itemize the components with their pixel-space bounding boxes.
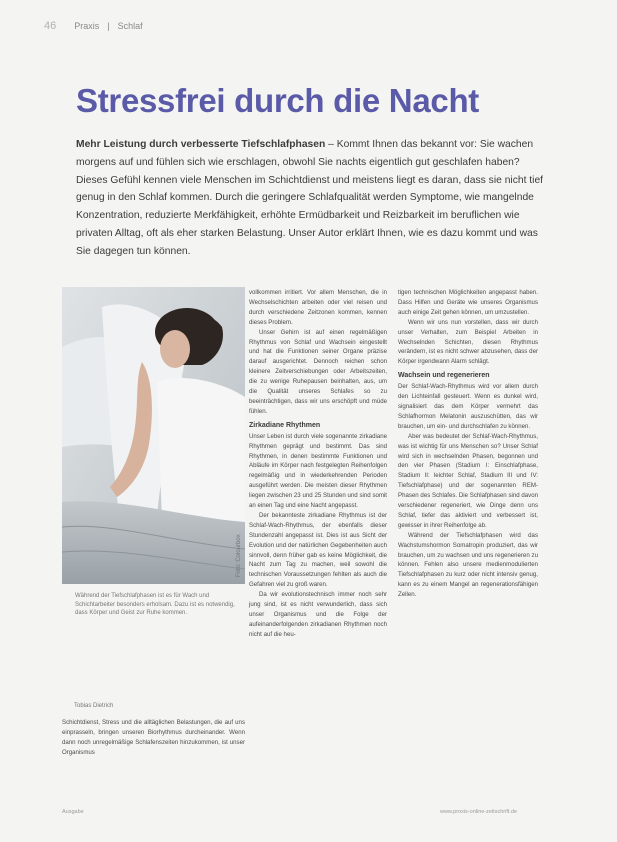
- column-1: [62, 702, 245, 758]
- col1-paragraph-1: Schichtdienst, Stress und die alltäglichen Belastungen, die auf uns einprasseln, bringen unseren Biorhythmus durcheinander. Wenn dann noch unregelmäßige Schlafenszeiten hinzukommen, ist unser Organismus: [62, 718, 245, 756]
- col2-subheading: Zirkadiane Rhythmen: [249, 421, 321, 429]
- section-label: Praxis: [74, 21, 100, 31]
- header-separator: |: [107, 21, 110, 31]
- page-number: 46: [44, 20, 57, 32]
- col2-paragraph-1: vollkommen irritiert. Vor allem Menschen, die in Wechselschichten arbeiten oder viel reisen und durch verschiedene Zeitzonen kommen, kennen dieses Problem.: [249, 289, 387, 326]
- article-title: Stressfrei durch die Nacht: [76, 82, 479, 119]
- page-header: [44, 20, 143, 32]
- col3-paragraph-4: Aber was bedeutet der Schlaf-Wach-Rhythmus, was ist wichtig für uns Menschen so? Unser Schlaf wird sich in wechselnden Phasen, begonnen und den vier Phasen (Stadium I: Einschlafphase, Stadium II: leichter Schlaf, Stadium III und IV: Tiefschlafphase) und der sogenannten REM-Phasen des Schlafes. Die Schlafphasen sind davon verschiedener regeneriert, wie Dinge denn uns Schlaf, tiefer das aktiviert und verbessert ist, gewisser in ihrer Reihenfolge ab.: [398, 432, 538, 529]
- col2-paragraph-4: Der bekannteste zirkadiane Rhythmus ist der Schlaf-Wach-Rhythmus, der ebenfalls dieser Stundenzahl angepasst ist. Dies ist aus Sicht der Evolution und der natürlichen Gegebenheiten auch sinnvoll, denn früher gab es keine Möglichkeit, die Nacht zum Tag zu machen, weil sowohl die technischen Voraussetzungen fehlten als auch die Gefahren viel zu groß waren.: [249, 511, 387, 589]
- topic-label: Schlaf: [117, 21, 143, 31]
- footer-left: Ausgabe: [62, 809, 84, 815]
- col2-paragraph-5: Da wir evolutionstechnisch immer noch sehr jung sind, ist es nicht verwunderlich, dass sich unser Organismus und die Folge der aufeinanderfolgenden zirkadianen Rhythmen noch nicht auf die heu-: [249, 591, 387, 638]
- footer-url[interactable]: www.proxis-online-zeitschrift.de: [440, 809, 518, 815]
- col3-subheading: Wachsein und regenerieren: [398, 372, 490, 380]
- sleeping-woman-illustration: [62, 287, 245, 584]
- author-name: Tobias Dietrich: [74, 703, 114, 709]
- col3-paragraph-3: Der Schlaf-Wach-Rhythmus wird vor allem durch den Lichteinfall gesteuert. Wenn es dunkel wird, signalisiert das dem Körper vermehrt das Schlafhormon Melatonin auszuschütten, das wir brauchen, um ein- und durchschlafen zu können.: [398, 383, 538, 430]
- photo-caption: Während der Tiefschlafphasen ist es für Wach und Schichtarbeiter besonders erholsam. Dazu ist es notwendig, dass Körper und Geist zur Ruhe kommen.: [75, 593, 235, 616]
- intro-text: – Kommt Ihnen das bekannt vor: Sie wachen morgens auf und fühlen sich wie erschlagen, obwohl Sie nachts eigentlich gut geschlafen haben? Dieses Gefühl kennen viele Menschen im Schichtdienst und meistens liegt es daran, dass sie nicht tief genug in den Schlaf kommen. Durch die geringere Schlafqualität werden Symptome, wie mangelnde Konzentration, reduzierte Merkfähigkeit, erhöhte Ermüdbarkeit und Reizbarkeit im beruflichen wie privaten Alltag, oft als eher starken Belastung. Unser Autor erklärt Ihnen, wie es dazu kommt und was Sie dagegen tun können.: [76, 139, 544, 257]
- col2-paragraph-2: Unser Gehirn ist auf einen regelmäßigen Rhythmus von Schlaf und Wachsein eingestellt und hat die Funktionen seiner Organe präzise darauf ausgerichtet. Dennoch reichen schon kleinere Zeitverschiebungen oder Arbeitszeiten, die zu wenige Ruhepausen beinhalten, aus, um die Qualität unseres Schlafes so zu beeinträchtigen, dass wir uns erschöpft und müde fühlen.: [249, 328, 387, 415]
- article-intro: [76, 136, 546, 261]
- col3-paragraph-2: Wenn wir uns nun vorstellen, dass wir durch unser Verhalten, zum Beispiel Arbeiten in Wechselnden Schichten, diesen Rhythmus verändern, ist es nicht schwer abzusehen, dass der Körper irgendwann Alarm schlägt.: [398, 318, 538, 366]
- intro-lead: Mehr Leistung durch verbesserte Tiefschlafphasen: [76, 139, 326, 150]
- article-photo: [62, 287, 245, 584]
- col3-paragraph-1: tigen technischen Möglichkeiten angepasst haben. Dass Hilfen und Geräte wie unseres Organismus auch einige Zeit gehen können, um umzustellen.: [398, 289, 538, 316]
- photo-credit: Foto: Colourbox: [236, 534, 242, 577]
- col2-paragraph-3: Unser Leben ist durch viele sogenannte zirkadiane Rhythmen geprägt und bestimmt. Das sind Rhythmen, in denen bestimmte Funktionen und Abläufe im Körper nach festgelegten Reihenfolgen regelmäßig und in wiederkehrenden Perioden ausgeführt werden. Die meisten dieser Rhythmen liegen zwischen 23 und 25 Stunden und sind somit an einen Tag und eine Nacht angepasst.: [249, 432, 387, 510]
- column-2: [249, 288, 387, 640]
- col3-paragraph-5: Während der Tiefschlafphasen wird das Wachstumshormon Somatropin produziert, das wir brauchen, um zu wachsen und uns regenerieren zu können. Fehlen also unsere medienmodulierten Tiefschlafphasen zu kurz oder nicht intensiv genug, kann es zu einem Mangel an regenerationsfähigen Zellen.: [398, 531, 538, 599]
- column-3: [398, 288, 538, 600]
